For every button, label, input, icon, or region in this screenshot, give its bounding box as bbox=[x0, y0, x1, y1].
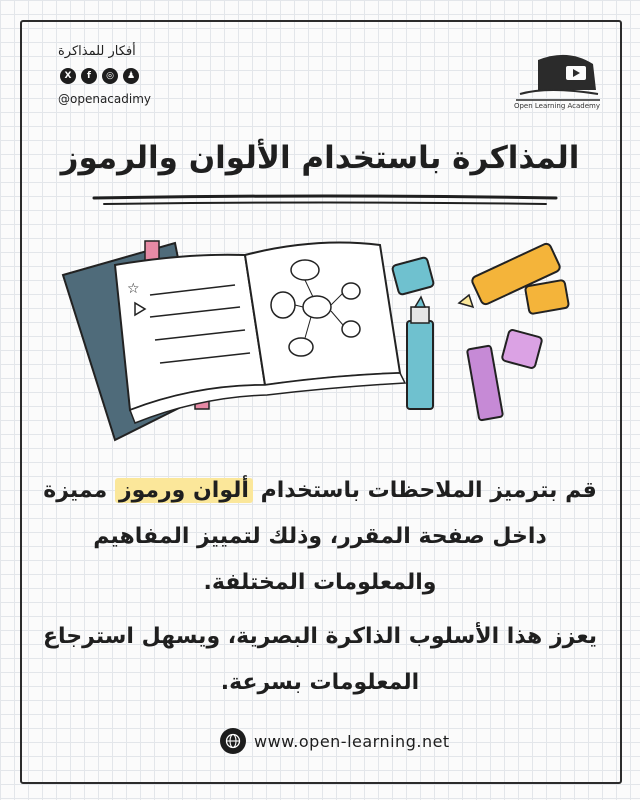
p1-text-end: مميزة داخل صفحة المقرر، وذلك لتمييز المفاهيم والمعلومات المختلفة. bbox=[43, 478, 547, 595]
page-title: المذاكرة باستخدام الألوان والرموز bbox=[60, 140, 580, 176]
body-text bbox=[40, 468, 600, 706]
brand-tagline: أفكار للمذاكرة bbox=[58, 44, 136, 59]
snapchat-icon[interactable]: ♟ bbox=[123, 68, 139, 84]
p1-text-start: قم بترميز الملاحظات باستخدام bbox=[252, 478, 597, 503]
notebook-illustration bbox=[63, 241, 405, 440]
highlighted-keyword: ألوان ورموز bbox=[115, 478, 253, 503]
svg-text:☆: ☆ bbox=[127, 281, 140, 297]
website-link[interactable]: www.open-learning.net bbox=[254, 731, 450, 751]
logo-english-text: Open Learning Academy bbox=[513, 102, 601, 110]
x-icon[interactable]: X bbox=[60, 68, 76, 84]
paragraph-1 bbox=[40, 468, 600, 606]
footer bbox=[220, 728, 450, 754]
paragraph-2: يعزز هذا الأسلوب الذاكرة البصرية، ويسهل استرجاع المعلومات بسرعة. bbox=[42, 624, 598, 695]
purple-highlighter-illustration bbox=[467, 329, 543, 420]
globe-icon bbox=[220, 728, 246, 754]
study-illustration bbox=[55, 235, 585, 450]
social-handle: @openacadimy bbox=[58, 92, 151, 106]
orange-highlighter-illustration bbox=[459, 242, 569, 314]
facebook-icon[interactable]: f bbox=[81, 68, 97, 84]
title-underline bbox=[90, 192, 560, 208]
teal-highlighter-illustration bbox=[392, 257, 435, 409]
social-icons bbox=[60, 68, 139, 84]
instagram-icon[interactable]: ◎ bbox=[102, 68, 118, 84]
academy-logo bbox=[508, 50, 603, 110]
